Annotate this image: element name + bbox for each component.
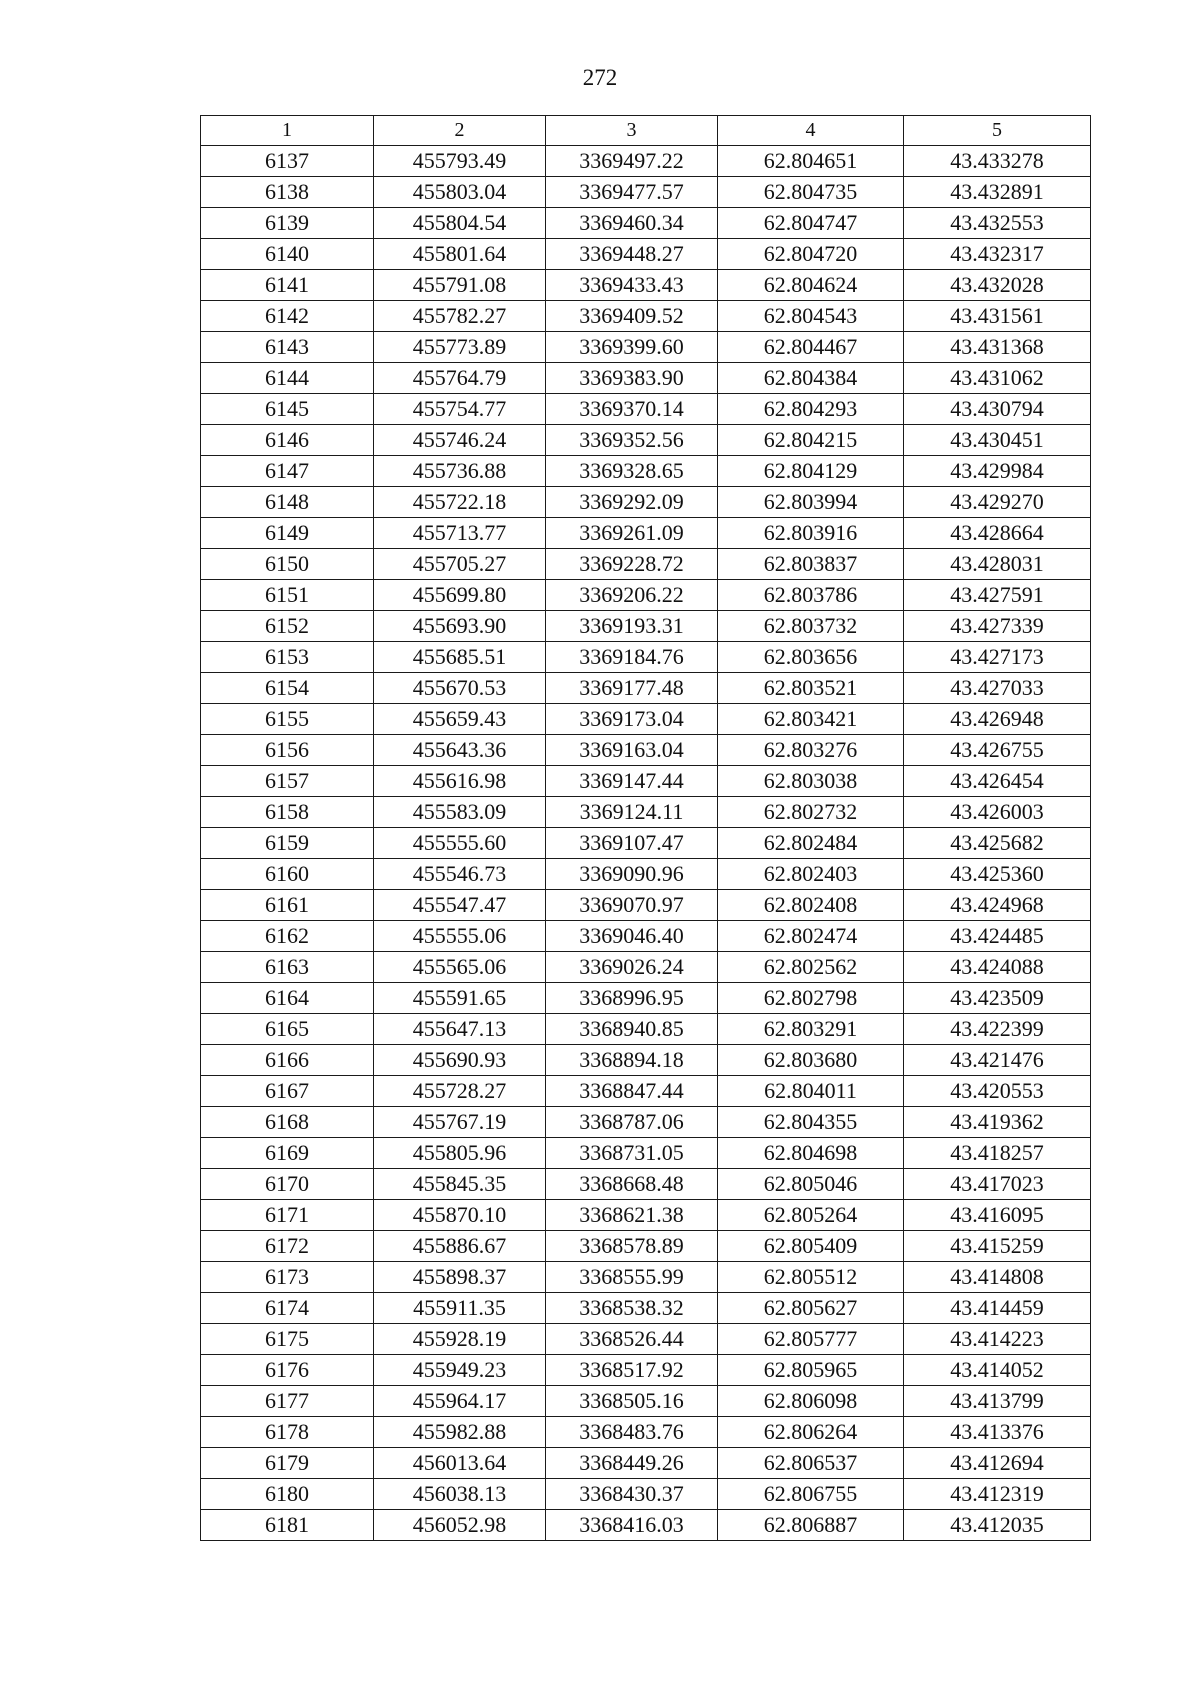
point-number-cell: 6151 <box>201 580 374 611</box>
point-number-cell: 6165 <box>201 1014 374 1045</box>
x-coordinate-cell: 455911.35 <box>374 1293 546 1324</box>
table-row <box>201 1510 1091 1541</box>
table-row <box>201 611 1091 642</box>
latitude-cell: 43.412694 <box>904 1448 1091 1479</box>
table-row <box>201 1076 1091 1107</box>
latitude-cell: 43.426948 <box>904 704 1091 735</box>
table-row <box>201 952 1091 983</box>
y-coordinate-cell: 3369328.65 <box>546 456 718 487</box>
longitude-cell: 62.802562 <box>718 952 904 983</box>
longitude-cell: 62.803916 <box>718 518 904 549</box>
table-row <box>201 518 1091 549</box>
table-row <box>201 673 1091 704</box>
x-coordinate-cell: 455643.36 <box>374 735 546 766</box>
longitude-cell: 62.803786 <box>718 580 904 611</box>
table-row <box>201 1355 1091 1386</box>
x-coordinate-cell: 455805.96 <box>374 1138 546 1169</box>
y-coordinate-cell: 3368526.44 <box>546 1324 718 1355</box>
point-number-cell: 6148 <box>201 487 374 518</box>
point-number-cell: 6172 <box>201 1231 374 1262</box>
x-coordinate-cell: 455647.13 <box>374 1014 546 1045</box>
latitude-cell: 43.417023 <box>904 1169 1091 1200</box>
longitude-cell: 62.802798 <box>718 983 904 1014</box>
latitude-cell: 43.423509 <box>904 983 1091 1014</box>
table-row <box>201 270 1091 301</box>
latitude-cell: 43.429984 <box>904 456 1091 487</box>
y-coordinate-cell: 3369070.97 <box>546 890 718 921</box>
x-coordinate-cell: 455699.80 <box>374 580 546 611</box>
latitude-cell: 43.414808 <box>904 1262 1091 1293</box>
longitude-cell: 62.804355 <box>718 1107 904 1138</box>
latitude-cell: 43.413799 <box>904 1386 1091 1417</box>
x-coordinate-cell: 455591.65 <box>374 983 546 1014</box>
table-header <box>201 116 1091 146</box>
table-row <box>201 146 1091 177</box>
point-number-cell: 6178 <box>201 1417 374 1448</box>
longitude-cell: 62.803680 <box>718 1045 904 1076</box>
longitude-cell: 62.803732 <box>718 611 904 642</box>
table-row <box>201 890 1091 921</box>
y-coordinate-cell: 3368416.03 <box>546 1510 718 1541</box>
latitude-cell: 43.420553 <box>904 1076 1091 1107</box>
y-coordinate-cell: 3369163.04 <box>546 735 718 766</box>
longitude-cell: 62.804543 <box>718 301 904 332</box>
x-coordinate-cell: 456013.64 <box>374 1448 546 1479</box>
longitude-cell: 62.805046 <box>718 1169 904 1200</box>
y-coordinate-cell: 3369107.47 <box>546 828 718 859</box>
coordinates-table <box>200 115 1091 1541</box>
point-number-cell: 6173 <box>201 1262 374 1293</box>
table-row <box>201 1386 1091 1417</box>
longitude-cell: 62.804467 <box>718 332 904 363</box>
x-coordinate-cell: 455565.06 <box>374 952 546 983</box>
latitude-cell: 43.422399 <box>904 1014 1091 1045</box>
latitude-cell: 43.429270 <box>904 487 1091 518</box>
table-row <box>201 1200 1091 1231</box>
column-header-1: 1 <box>201 116 374 146</box>
x-coordinate-cell: 455728.27 <box>374 1076 546 1107</box>
x-coordinate-cell: 455793.49 <box>374 146 546 177</box>
point-number-cell: 6154 <box>201 673 374 704</box>
table-row <box>201 1417 1091 1448</box>
latitude-cell: 43.433278 <box>904 146 1091 177</box>
longitude-cell: 62.803994 <box>718 487 904 518</box>
latitude-cell: 43.427591 <box>904 580 1091 611</box>
latitude-cell: 43.414052 <box>904 1355 1091 1386</box>
y-coordinate-cell: 3368668.48 <box>546 1169 718 1200</box>
y-coordinate-cell: 3368505.16 <box>546 1386 718 1417</box>
longitude-cell: 62.803038 <box>718 766 904 797</box>
table-row <box>201 394 1091 425</box>
x-coordinate-cell: 455736.88 <box>374 456 546 487</box>
x-coordinate-cell: 456052.98 <box>374 1510 546 1541</box>
point-number-cell: 6150 <box>201 549 374 580</box>
column-header-4: 4 <box>718 116 904 146</box>
longitude-cell: 62.805965 <box>718 1355 904 1386</box>
latitude-cell: 43.419362 <box>904 1107 1091 1138</box>
y-coordinate-cell: 3369193.31 <box>546 611 718 642</box>
y-coordinate-cell: 3368430.37 <box>546 1479 718 1510</box>
table-row <box>201 580 1091 611</box>
longitude-cell: 62.804747 <box>718 208 904 239</box>
point-number-cell: 6175 <box>201 1324 374 1355</box>
table-body <box>201 146 1091 1541</box>
y-coordinate-cell: 3369292.09 <box>546 487 718 518</box>
point-number-cell: 6169 <box>201 1138 374 1169</box>
point-number-cell: 6164 <box>201 983 374 1014</box>
longitude-cell: 62.806887 <box>718 1510 904 1541</box>
y-coordinate-cell: 3368894.18 <box>546 1045 718 1076</box>
x-coordinate-cell: 455583.09 <box>374 797 546 828</box>
y-coordinate-cell: 3369460.34 <box>546 208 718 239</box>
point-number-cell: 6174 <box>201 1293 374 1324</box>
y-coordinate-cell: 3369399.60 <box>546 332 718 363</box>
point-number-cell: 6181 <box>201 1510 374 1541</box>
longitude-cell: 62.804129 <box>718 456 904 487</box>
longitude-cell: 62.805409 <box>718 1231 904 1262</box>
point-number-cell: 6167 <box>201 1076 374 1107</box>
point-number-cell: 6138 <box>201 177 374 208</box>
x-coordinate-cell: 455782.27 <box>374 301 546 332</box>
y-coordinate-cell: 3368483.76 <box>546 1417 718 1448</box>
longitude-cell: 62.803291 <box>718 1014 904 1045</box>
y-coordinate-cell: 3369046.40 <box>546 921 718 952</box>
latitude-cell: 43.426755 <box>904 735 1091 766</box>
y-coordinate-cell: 3369448.27 <box>546 239 718 270</box>
table-row <box>201 859 1091 890</box>
y-coordinate-cell: 3369477.57 <box>546 177 718 208</box>
y-coordinate-cell: 3369026.24 <box>546 952 718 983</box>
table-row <box>201 828 1091 859</box>
table-row <box>201 1138 1091 1169</box>
latitude-cell: 43.413376 <box>904 1417 1091 1448</box>
x-coordinate-cell: 455754.77 <box>374 394 546 425</box>
table-row <box>201 1324 1091 1355</box>
longitude-cell: 62.802484 <box>718 828 904 859</box>
table-row <box>201 332 1091 363</box>
longitude-cell: 62.803421 <box>718 704 904 735</box>
latitude-cell: 43.431368 <box>904 332 1091 363</box>
point-number-cell: 6149 <box>201 518 374 549</box>
latitude-cell: 43.430794 <box>904 394 1091 425</box>
x-coordinate-cell: 455767.19 <box>374 1107 546 1138</box>
point-number-cell: 6152 <box>201 611 374 642</box>
longitude-cell: 62.802732 <box>718 797 904 828</box>
y-coordinate-cell: 3368555.99 <box>546 1262 718 1293</box>
latitude-cell: 43.418257 <box>904 1138 1091 1169</box>
point-number-cell: 6153 <box>201 642 374 673</box>
longitude-cell: 62.806098 <box>718 1386 904 1417</box>
point-number-cell: 6171 <box>201 1200 374 1231</box>
y-coordinate-cell: 3368449.26 <box>546 1448 718 1479</box>
point-number-cell: 6157 <box>201 766 374 797</box>
x-coordinate-cell: 455547.47 <box>374 890 546 921</box>
x-coordinate-cell: 455659.43 <box>374 704 546 735</box>
longitude-cell: 62.804698 <box>718 1138 904 1169</box>
y-coordinate-cell: 3368538.32 <box>546 1293 718 1324</box>
x-coordinate-cell: 455722.18 <box>374 487 546 518</box>
longitude-cell: 62.802474 <box>718 921 904 952</box>
x-coordinate-cell: 455616.98 <box>374 766 546 797</box>
point-number-cell: 6156 <box>201 735 374 766</box>
x-coordinate-cell: 455801.64 <box>374 239 546 270</box>
latitude-cell: 43.415259 <box>904 1231 1091 1262</box>
table-row <box>201 1293 1091 1324</box>
table-row <box>201 456 1091 487</box>
point-number-cell: 6166 <box>201 1045 374 1076</box>
y-coordinate-cell: 3369090.96 <box>546 859 718 890</box>
point-number-cell: 6162 <box>201 921 374 952</box>
y-coordinate-cell: 3368787.06 <box>546 1107 718 1138</box>
x-coordinate-cell: 455670.53 <box>374 673 546 704</box>
longitude-cell: 62.803276 <box>718 735 904 766</box>
latitude-cell: 43.412035 <box>904 1510 1091 1541</box>
y-coordinate-cell: 3368731.05 <box>546 1138 718 1169</box>
page-number: 272 <box>582 65 618 90</box>
x-coordinate-cell: 455546.73 <box>374 859 546 890</box>
longitude-cell: 62.805627 <box>718 1293 904 1324</box>
table-row <box>201 549 1091 580</box>
column-header-2: 2 <box>374 116 546 146</box>
y-coordinate-cell: 3368621.38 <box>546 1200 718 1231</box>
point-number-cell: 6144 <box>201 363 374 394</box>
longitude-cell: 62.805512 <box>718 1262 904 1293</box>
point-number-cell: 6176 <box>201 1355 374 1386</box>
x-coordinate-cell: 455791.08 <box>374 270 546 301</box>
latitude-cell: 43.427173 <box>904 642 1091 673</box>
longitude-cell: 62.804384 <box>718 363 904 394</box>
point-number-cell: 6141 <box>201 270 374 301</box>
longitude-cell: 62.804651 <box>718 146 904 177</box>
y-coordinate-cell: 3369261.09 <box>546 518 718 549</box>
table-row <box>201 983 1091 1014</box>
latitude-cell: 43.428664 <box>904 518 1091 549</box>
x-coordinate-cell: 455764.79 <box>374 363 546 394</box>
y-coordinate-cell: 3369173.04 <box>546 704 718 735</box>
y-coordinate-cell: 3369184.76 <box>546 642 718 673</box>
x-coordinate-cell: 455949.23 <box>374 1355 546 1386</box>
point-number-cell: 6161 <box>201 890 374 921</box>
point-number-cell: 6177 <box>201 1386 374 1417</box>
latitude-cell: 43.412319 <box>904 1479 1091 1510</box>
x-coordinate-cell: 455685.51 <box>374 642 546 673</box>
table-row <box>201 1262 1091 1293</box>
longitude-cell: 62.806264 <box>718 1417 904 1448</box>
table-row <box>201 208 1091 239</box>
table-row <box>201 425 1091 456</box>
point-number-cell: 6147 <box>201 456 374 487</box>
y-coordinate-cell: 3369433.43 <box>546 270 718 301</box>
table-row <box>201 301 1091 332</box>
longitude-cell: 62.805777 <box>718 1324 904 1355</box>
latitude-cell: 43.431561 <box>904 301 1091 332</box>
x-coordinate-cell: 455886.67 <box>374 1231 546 1262</box>
x-coordinate-cell: 455803.04 <box>374 177 546 208</box>
table-row <box>201 1448 1091 1479</box>
table-row <box>201 1231 1091 1262</box>
table-row <box>201 487 1091 518</box>
table-row <box>201 735 1091 766</box>
point-number-cell: 6163 <box>201 952 374 983</box>
x-coordinate-cell: 455713.77 <box>374 518 546 549</box>
point-number-cell: 6143 <box>201 332 374 363</box>
x-coordinate-cell: 455928.19 <box>374 1324 546 1355</box>
point-number-cell: 6142 <box>201 301 374 332</box>
x-coordinate-cell: 455746.24 <box>374 425 546 456</box>
longitude-cell: 62.805264 <box>718 1200 904 1231</box>
y-coordinate-cell: 3368847.44 <box>546 1076 718 1107</box>
point-number-cell: 6158 <box>201 797 374 828</box>
x-coordinate-cell: 455982.88 <box>374 1417 546 1448</box>
table-row <box>201 1045 1091 1076</box>
y-coordinate-cell: 3369370.14 <box>546 394 718 425</box>
x-coordinate-cell: 455773.89 <box>374 332 546 363</box>
x-coordinate-cell: 455804.54 <box>374 208 546 239</box>
x-coordinate-cell: 455555.06 <box>374 921 546 952</box>
point-number-cell: 6180 <box>201 1479 374 1510</box>
y-coordinate-cell: 3369228.72 <box>546 549 718 580</box>
latitude-cell: 43.421476 <box>904 1045 1091 1076</box>
latitude-cell: 43.431062 <box>904 363 1091 394</box>
x-coordinate-cell: 455964.17 <box>374 1386 546 1417</box>
column-header-3: 3 <box>546 116 718 146</box>
latitude-cell: 43.426454 <box>904 766 1091 797</box>
table-row <box>201 797 1091 828</box>
latitude-cell: 43.424968 <box>904 890 1091 921</box>
point-number-cell: 6140 <box>201 239 374 270</box>
latitude-cell: 43.416095 <box>904 1200 1091 1231</box>
latitude-cell: 43.425682 <box>904 828 1091 859</box>
table-row <box>201 1169 1091 1200</box>
table-row <box>201 766 1091 797</box>
longitude-cell: 62.804624 <box>718 270 904 301</box>
longitude-cell: 62.802408 <box>718 890 904 921</box>
longitude-cell: 62.804011 <box>718 1076 904 1107</box>
point-number-cell: 6146 <box>201 425 374 456</box>
table-row <box>201 1479 1091 1510</box>
x-coordinate-cell: 455705.27 <box>374 549 546 580</box>
longitude-cell: 62.803521 <box>718 673 904 704</box>
longitude-cell: 62.804293 <box>718 394 904 425</box>
x-coordinate-cell: 455690.93 <box>374 1045 546 1076</box>
latitude-cell: 43.432028 <box>904 270 1091 301</box>
table-row <box>201 921 1091 952</box>
point-number-cell: 6137 <box>201 146 374 177</box>
table-row <box>201 177 1091 208</box>
point-number-cell: 6170 <box>201 1169 374 1200</box>
latitude-cell: 43.414459 <box>904 1293 1091 1324</box>
point-number-cell: 6179 <box>201 1448 374 1479</box>
y-coordinate-cell: 3368578.89 <box>546 1231 718 1262</box>
x-coordinate-cell: 455870.10 <box>374 1200 546 1231</box>
y-coordinate-cell: 3369177.48 <box>546 673 718 704</box>
y-coordinate-cell: 3368517.92 <box>546 1355 718 1386</box>
point-number-cell: 6160 <box>201 859 374 890</box>
table-row <box>201 642 1091 673</box>
x-coordinate-cell: 455693.90 <box>374 611 546 642</box>
latitude-cell: 43.424485 <box>904 921 1091 952</box>
y-coordinate-cell: 3369206.22 <box>546 580 718 611</box>
latitude-cell: 43.427339 <box>904 611 1091 642</box>
latitude-cell: 43.428031 <box>904 549 1091 580</box>
longitude-cell: 62.806755 <box>718 1479 904 1510</box>
point-number-cell: 6159 <box>201 828 374 859</box>
point-number-cell: 6139 <box>201 208 374 239</box>
latitude-cell: 43.432891 <box>904 177 1091 208</box>
latitude-cell: 43.424088 <box>904 952 1091 983</box>
longitude-cell: 62.803837 <box>718 549 904 580</box>
table-row <box>201 704 1091 735</box>
point-number-cell: 6145 <box>201 394 374 425</box>
latitude-cell: 43.430451 <box>904 425 1091 456</box>
longitude-cell: 62.803656 <box>718 642 904 673</box>
y-coordinate-cell: 3369147.44 <box>546 766 718 797</box>
y-coordinate-cell: 3369124.11 <box>546 797 718 828</box>
table-row <box>201 1107 1091 1138</box>
longitude-cell: 62.804735 <box>718 177 904 208</box>
header-row <box>201 116 1091 146</box>
column-header-5: 5 <box>904 116 1091 146</box>
y-coordinate-cell: 3369409.52 <box>546 301 718 332</box>
longitude-cell: 62.804720 <box>718 239 904 270</box>
latitude-cell: 43.426003 <box>904 797 1091 828</box>
latitude-cell: 43.432553 <box>904 208 1091 239</box>
latitude-cell: 43.414223 <box>904 1324 1091 1355</box>
latitude-cell: 43.425360 <box>904 859 1091 890</box>
y-coordinate-cell: 3368996.95 <box>546 983 718 1014</box>
point-number-cell: 6155 <box>201 704 374 735</box>
x-coordinate-cell: 455845.35 <box>374 1169 546 1200</box>
longitude-cell: 62.802403 <box>718 859 904 890</box>
x-coordinate-cell: 455555.60 <box>374 828 546 859</box>
latitude-cell: 43.427033 <box>904 673 1091 704</box>
y-coordinate-cell: 3369352.56 <box>546 425 718 456</box>
x-coordinate-cell: 456038.13 <box>374 1479 546 1510</box>
table-row <box>201 1014 1091 1045</box>
longitude-cell: 62.806537 <box>718 1448 904 1479</box>
table-row <box>201 363 1091 394</box>
point-number-cell: 6168 <box>201 1107 374 1138</box>
y-coordinate-cell: 3369383.90 <box>546 363 718 394</box>
y-coordinate-cell: 3368940.85 <box>546 1014 718 1045</box>
latitude-cell: 43.432317 <box>904 239 1091 270</box>
table-row <box>201 239 1091 270</box>
x-coordinate-cell: 455898.37 <box>374 1262 546 1293</box>
longitude-cell: 62.804215 <box>718 425 904 456</box>
y-coordinate-cell: 3369497.22 <box>546 146 718 177</box>
